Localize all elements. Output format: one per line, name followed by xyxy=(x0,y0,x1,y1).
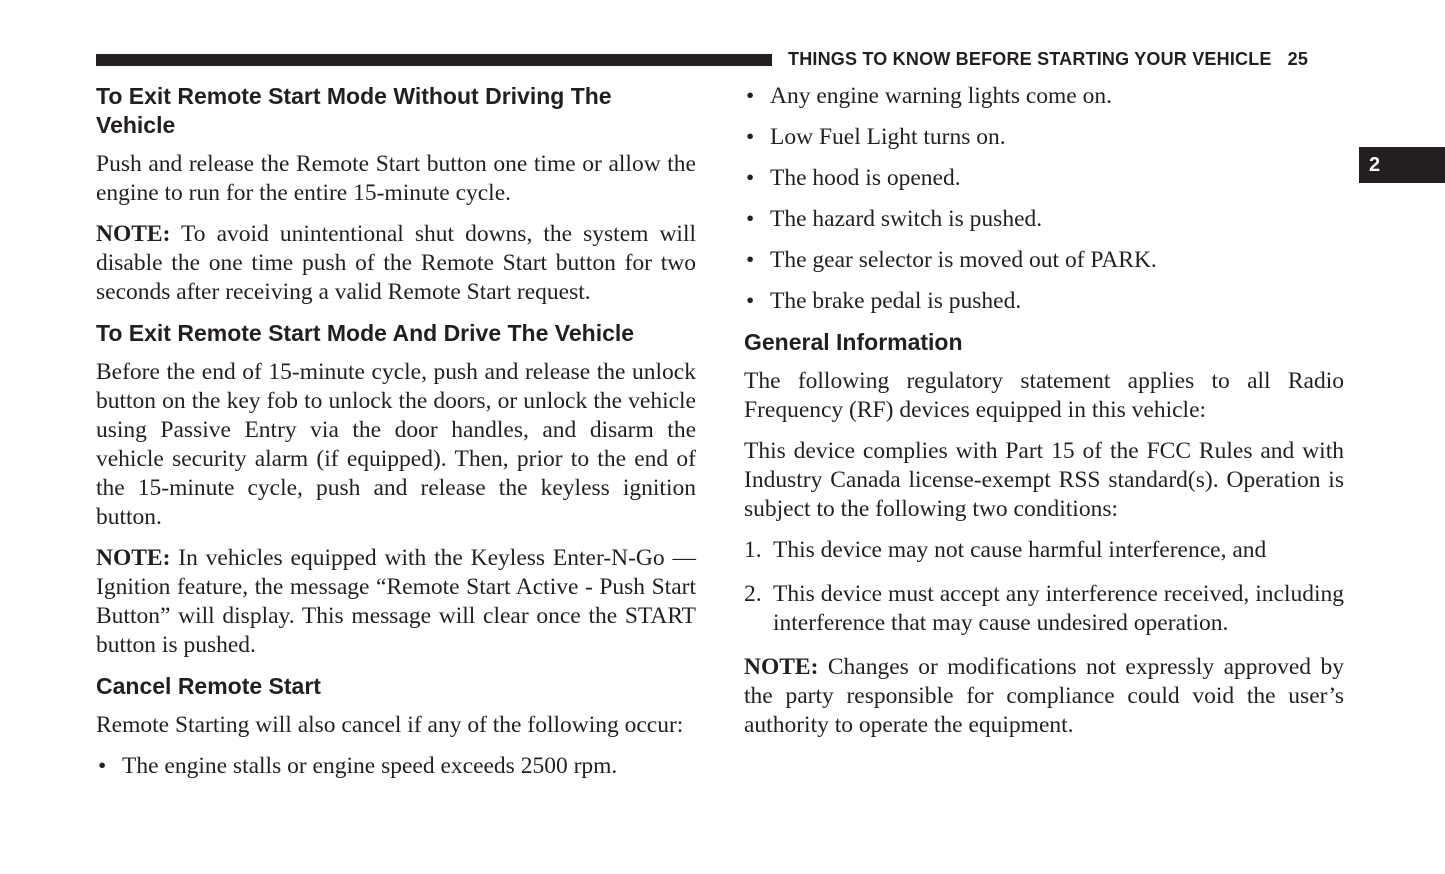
heading-cancel-remote-start: Cancel Remote Start xyxy=(96,673,321,699)
heading-exit-without-driving: To Exit Remote Start Mode Without Driving The Vehicle xyxy=(96,83,612,138)
list-item: 2. This device must accept any interference received, including interference that may cause undesired operation. xyxy=(744,581,1344,636)
paragraph-exit-without-driving: Push and release the Remote Start button one time or allow the engine to run for the entire 15-minute cycle. xyxy=(96,151,696,206)
note-label: NOTE: xyxy=(744,654,819,680)
list-item: • The gear selector is moved out of PARK. xyxy=(746,247,1157,273)
bullet-icon: • xyxy=(746,247,755,273)
list-item: • The hazard switch is pushed. xyxy=(746,206,1043,232)
note-text: To avoid unintentional shut downs, the system will disable the one time push of the Remote Start button for two seconds after receiving a valid Remote Start request. xyxy=(96,221,696,305)
chapter-tab: 2 xyxy=(1359,147,1445,183)
list-item: • Any engine warning lights come on. xyxy=(746,83,1112,109)
note-unintentional-shutdown xyxy=(96,220,696,307)
note-label: NOTE: xyxy=(96,221,171,247)
right-column xyxy=(744,82,1344,752)
heading-general-information: General Information xyxy=(744,329,963,355)
list-item: 1. This device may not cause harmful interference, and xyxy=(744,537,1267,563)
bullet-icon: • xyxy=(746,206,755,232)
bullet-icon: • xyxy=(746,288,755,314)
paragraph-cancel-remote-start: Remote Starting will also cancel if any of the following occur: xyxy=(96,712,684,738)
list-item: • The brake pedal is pushed. xyxy=(746,288,1022,314)
note-label: NOTE: xyxy=(96,545,171,571)
list-item: • The engine stalls or engine speed exceeds 2500 rpm. xyxy=(98,753,618,779)
note-text: Changes or modifications not expressly approved by the party responsible for compliance could void the user’s authority to operate the equipment. xyxy=(744,654,1344,738)
paragraph-exit-and-drive: Before the end of 15-minute cycle, push and release the unlock button on the key fob to unlock the doors, or unlock the vehicle using Passive Entry via the door handles, and disarm the vehicle security alarm (if equipped). Then, prior to the end of the 15-minute cycle, push and release the keyless ignition button. xyxy=(96,359,696,530)
list-number: 2. xyxy=(744,581,762,607)
list-item: • The hood is opened. xyxy=(746,165,961,191)
running-head xyxy=(788,49,1348,73)
conditions-list xyxy=(744,536,1344,638)
note-modifications xyxy=(744,653,1344,740)
header-rule xyxy=(96,54,772,66)
cancel-conditions-list-continued xyxy=(744,82,1344,316)
bullet-icon: • xyxy=(746,124,755,150)
note-text: In vehicles equipped with the Keyless Enter-N-Go — Ignition feature, the message “Remote Start Active - Push Start Button” will display. This message will clear once the START button is pushed. xyxy=(96,545,696,658)
list-number: 1. xyxy=(744,537,762,563)
heading-exit-and-drive: To Exit Remote Start Mode And Drive The Vehicle xyxy=(96,320,635,346)
bullet-icon: • xyxy=(98,753,107,779)
paragraph-fcc-compliance: This device complies with Part 15 of the FCC Rules and with Industry Canada license-exempt RSS standard(s). Operation is subject to the following two conditions: xyxy=(744,438,1344,522)
bullet-icon: • xyxy=(746,165,755,191)
note-keyless-enter-n-go xyxy=(96,544,696,660)
bullet-icon: • xyxy=(746,83,755,109)
paragraph-regulatory-statement: The following regulatory statement applies to all Radio Frequency (RF) devices equipped in this vehicle: xyxy=(744,368,1344,423)
cancel-conditions-list xyxy=(96,752,696,781)
running-head-title: THINGS TO KNOW BEFORE STARTING YOUR VEHICLE xyxy=(788,49,1272,69)
list-item: • Low Fuel Light turns on. xyxy=(746,124,1006,150)
left-column xyxy=(96,82,696,793)
page-number: 25 xyxy=(1287,49,1309,69)
